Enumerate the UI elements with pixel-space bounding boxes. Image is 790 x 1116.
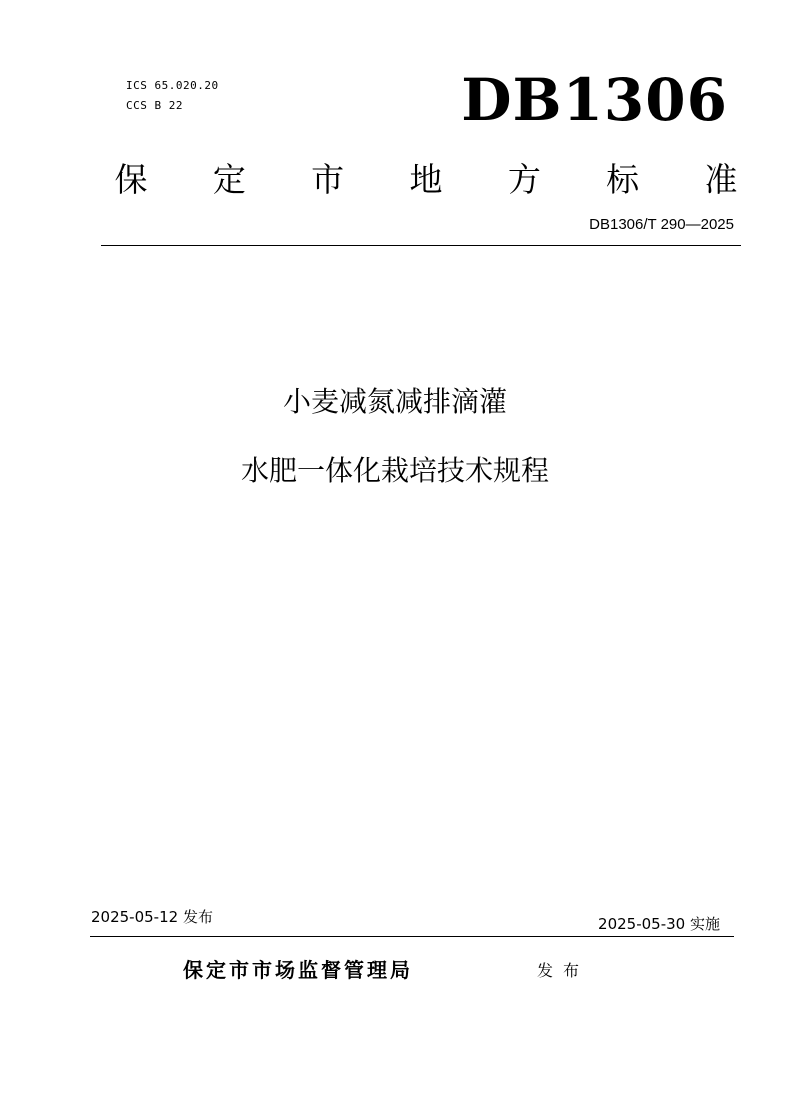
ics-code: ICS 65.020.20 <box>126 79 219 92</box>
standard-number: DB1306/T 290—2025 <box>589 216 734 233</box>
document-title-line-2: 水肥一体化栽培技术规程 <box>240 454 549 487</box>
standard-type-char: 标 <box>606 160 640 199</box>
standard-type-char: 市 <box>311 160 345 199</box>
ccs-code: CCS B 22 <box>126 99 183 112</box>
footer-divider <box>90 936 734 937</box>
issue-action: 发布 <box>537 961 590 980</box>
issuing-authority: 保定市市场监督管理局 <box>183 958 413 982</box>
header-divider <box>101 245 741 246</box>
standard-code-logo: DB1306 <box>461 66 728 134</box>
standard-type-heading <box>113 156 739 204</box>
document-title-line-1: 小麦减氮减排滴灌 <box>282 385 507 418</box>
implementation-date: 2025-05-30 实施 <box>598 915 720 933</box>
standard-type-char: 保 <box>114 160 148 199</box>
standard-type-char: 地 <box>409 160 443 199</box>
issue-date: 2025-05-12 发布 <box>91 908 213 926</box>
standard-type-char: 定 <box>212 160 246 199</box>
standard-type-char: 方 <box>507 160 541 199</box>
classification-codes <box>126 76 219 116</box>
standard-type-char: 准 <box>704 160 738 199</box>
